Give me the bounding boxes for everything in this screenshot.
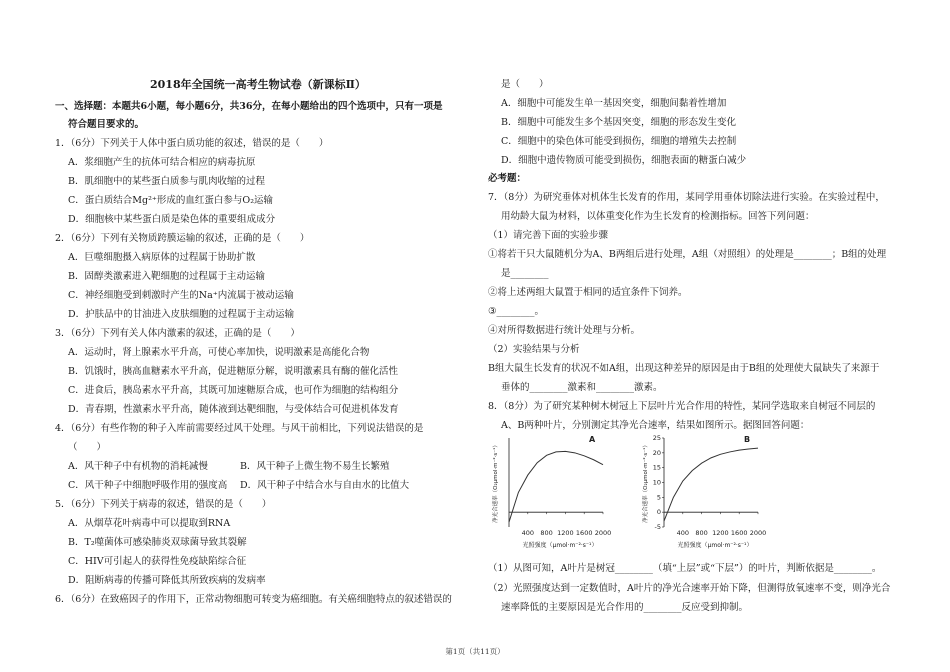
q6-stem-cont: 是（ ） [501, 79, 549, 90]
q7-step3: ③________。 [488, 306, 545, 317]
x-tick-label: 1600 [730, 529, 748, 537]
q3-option-a: A．运动时，肾上腺素水平升高，可使心率加快，说明激素是高能化合物 [68, 347, 370, 358]
q5-option-b: B．T₂噬菌体可感染肺炎双球菌导致其裂解 [68, 537, 247, 548]
q7-result: B组大鼠生长发育的状况不如A组，出现这种差异的原因是由于B组的处理使大鼠缺失了来源于 [488, 363, 880, 374]
x-tick-label: 800 [540, 529, 553, 537]
q6-option-a: A．细胞中可能发生单一基因突变，细胞间黏着性增加 [501, 98, 727, 109]
q7-part2: （2）实验结果与分析 [488, 344, 580, 355]
x-axis-label: 光照强度（μmol·m⁻²·s⁻¹） [677, 542, 753, 549]
y-axis-label: 净光合速率（O₂μmol·m⁻²·s⁻¹） [493, 442, 499, 523]
q2-option-c: C．神经细胞受到刺激时产生的Na⁺内流属于被动运输 [68, 290, 294, 301]
page-title: 2018年全国统一高考生物试卷（新课标Ⅱ） [150, 78, 366, 91]
q7-step1: ①将若干只大鼠随机分为A、B两组后进行处理，A组（对照组）的处理是________；B组的处理 [488, 249, 887, 260]
q3-option-c: C．进食后，胰岛素水平升高，其既可加速糖原合成，也可作为细胞的结构组分 [68, 385, 399, 396]
q2-option-a: A．巨噬细胞摄入病原体的过程属于协助扩散 [68, 252, 256, 263]
chart-b [640, 432, 770, 560]
y-tick-label: 20 [652, 448, 661, 457]
required-heading: 必考题： [488, 173, 527, 184]
q5-option-c: C．HIV可引起人的获得性免疫缺陷综合征 [68, 556, 247, 567]
x-axis-label: 光照强度（μmol·m⁻²·s⁻¹） [522, 542, 598, 549]
q2-option-b: B．固醇类激素进入靶细胞的过程属于主动运输 [68, 271, 265, 282]
q6-stem: 6．（6分）在致癌因子的作用下，正常动物细胞可转变为癌细胞。有关癌细胞特点的叙述错误的 [55, 594, 452, 605]
q1-option-c: C．蛋白质结合Mg²⁺形成的血红蛋白参与O₂运输 [68, 195, 273, 206]
q1-option-d: D．细胞核中某些蛋白质是染色体的重要组成成分 [68, 214, 276, 225]
x-tick-label: 800 [695, 529, 708, 537]
q1-stem: 1．（6分）下列关于人体中蛋白质功能的叙述，错误的是（ ） [55, 138, 329, 149]
q4-stem: 4．（6分）有些作物的种子入库前需要经过风干处理。与风干前相比，下列说法错误的是 [55, 423, 424, 434]
data-line [664, 448, 758, 521]
x-tick-label: 2000 [749, 529, 767, 537]
q6-option-b: B．细胞中可能发生多个基因突变，细胞的形态发生变化 [501, 117, 736, 128]
series-label: A [589, 435, 596, 444]
q8-stem-cont: A、B两种叶片，分别测定其净光合速率，结果如图所示。据图回答问题： [501, 420, 810, 431]
q1-option-b: B．肌细胞中的某些蛋白质参与肌肉收缩的过程 [68, 176, 265, 187]
q7-step1-cont: 是________ [501, 268, 549, 279]
x-tick-label: 2000 [594, 529, 612, 537]
q5-stem: 5．（6分）下列关于病毒的叙述，错误的是（ ） [55, 499, 272, 510]
series-label: B [744, 435, 751, 444]
q3-stem: 3．（6分）下列有关人体内激素的叙述，正确的是（ ） [55, 328, 300, 339]
y-tick-label: 25 [652, 434, 661, 442]
q7-step2: ②将上述两组大鼠置于相同的适宜条件下饲养。 [488, 287, 688, 298]
y-tick-label: 5 [656, 493, 661, 502]
x-tick-label: 400 [676, 529, 690, 537]
q4-option-b: B．风干种子上微生物不易生长繁殖 [240, 461, 390, 472]
q7-stem-cont: 用幼龄大鼠为材料，以体重变化作为生长发育的检测指标。回答下列问题： [501, 211, 815, 222]
q8-part2-cont: 速率降低的主要原因是光合作用的________反应受到抑制。 [501, 602, 749, 613]
section-heading-cont: 符合题目要求的。 [68, 119, 145, 130]
x-tick-label: 1200 [712, 529, 729, 537]
q7-stem: 7．（8分）为研究垂体对机体生长发育的作用，某同学用垂体切除法进行实验。在实验过程中， [488, 192, 885, 203]
q3-option-d: D．青春期，性激素水平升高，随体液到达靶细胞，与受体结合可促进机体发育 [68, 404, 399, 415]
y-tick-label: 15 [652, 463, 661, 472]
q4-option-d: D．风干种子中结合水与自由水的比值大 [240, 480, 410, 491]
q6-option-d: D．细胞中遗传物质可能受到损伤，细胞表面的糖蛋白减少 [501, 155, 747, 166]
q7-step4: ④对所得数据进行统计处理与分析。 [488, 325, 641, 336]
x-tick-label: 1600 [575, 529, 593, 537]
y-tick-label: 0 [656, 508, 661, 517]
data-line [509, 451, 603, 522]
q8-stem: 8．（8分）为了研究某种树木树冠上下层叶片光合作用的特性，某同学选取来自树冠不同层的 [488, 401, 876, 412]
chart-a [485, 432, 615, 560]
chart-a-svg [485, 432, 615, 557]
chart-b-svg [640, 432, 770, 557]
y-tick-label: 10 [652, 478, 661, 487]
y-tick-label: -5 [654, 523, 661, 531]
q2-option-d: D．护肤品中的甘油进入皮肤细胞的过程属于主动运输 [68, 309, 295, 320]
q6-option-c: C．细胞中的染色体可能受到损伤，细胞的增殖失去控制 [501, 136, 737, 147]
q5-option-a: A．从烟草花叶病毒中可以提取到RNA [68, 518, 231, 529]
x-tick-label: 1200 [557, 529, 574, 537]
q8-part2: （2）光照强度达到一定数值时，A叶片的净光合速率开始下降，但测得放氧速率不变，则净光合 [488, 583, 891, 594]
x-tick-label: 400 [521, 529, 535, 537]
q2-stem: 2．（6分）下列有关物质跨膜运输的叙述，正确的是（ ） [55, 233, 310, 244]
q8-part1: （1）从图可知，A叶片是树冠________（填“上层”或“下层”）的叶片，判断依据是________。 [488, 563, 882, 574]
q4-option-a: A．风干种子中有机物的消耗减慢 [68, 461, 208, 472]
q3-option-b: B．饥饿时，胰高血糖素水平升高，促进糖原分解，说明激素具有酶的催化活性 [68, 366, 398, 377]
q7-part1: （1）请完善下面的实验步骤 [488, 230, 609, 241]
q5-option-d: D．阻断病毒的传播可降低其所致疾病的发病率 [68, 575, 266, 586]
page-footer: 第1页（共11页） [445, 647, 505, 656]
q1-option-a: A．浆细胞产生的抗体可结合相应的病毒抗原 [68, 157, 256, 168]
y-axis-label: 净光合速率（O₂μmol·m⁻²·s⁻¹） [643, 442, 649, 523]
section-heading: 一、选择题：本题共6小题，每小题6分，共36分，在每小题给出的四个选项中，只有一项是 [55, 101, 443, 112]
q7-result-cont: 垂体的________激素和________激素。 [501, 382, 663, 393]
q4-option-c: C．风干种子中细胞呼吸作用的强度高 [68, 480, 228, 491]
q4-stem-cont: （ ） [68, 442, 107, 453]
